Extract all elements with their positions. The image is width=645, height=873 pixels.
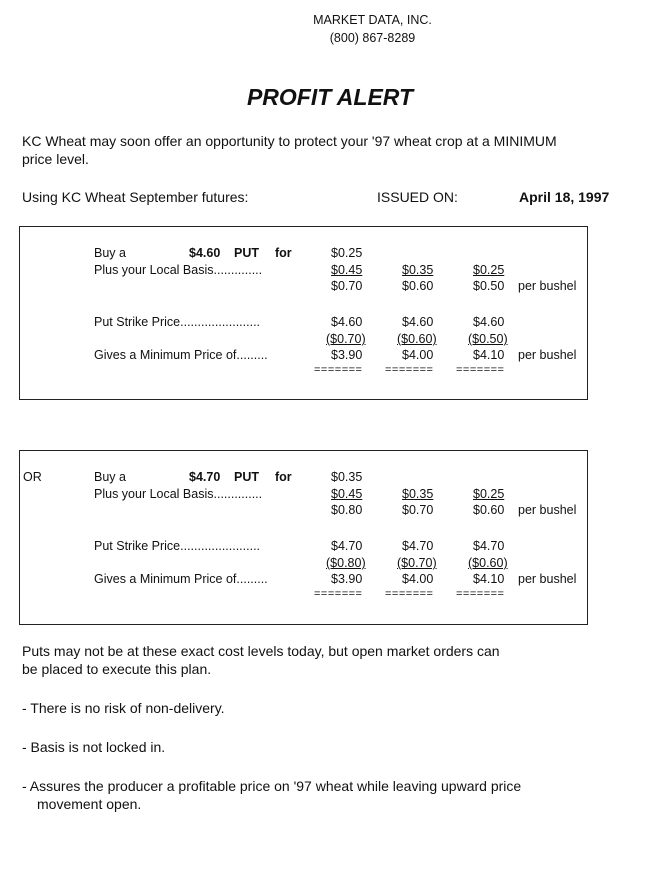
- put-strike-title: $4.60: [189, 246, 221, 260]
- buy-label: Buy a: [94, 470, 126, 484]
- strategy-box-1: [19, 226, 588, 400]
- intro-line-2: price level.: [22, 151, 89, 167]
- basis-value-2: $0.35: [402, 263, 434, 277]
- double-rule-2: =======: [385, 588, 434, 600]
- minus-value-3: ($0.50): [468, 332, 508, 346]
- strike-value-2: $4.70: [402, 539, 434, 553]
- sum-value-1: $0.80: [331, 503, 363, 517]
- min-value-2: $4.00: [402, 572, 434, 586]
- basis-label: Plus your Local Basis..............: [94, 487, 263, 501]
- company-name: MARKET DATA, INC.: [313, 13, 432, 27]
- sum-value-3: $0.60: [473, 503, 505, 517]
- bullet-no-risk: - There is no risk of non-delivery.: [22, 700, 225, 716]
- per-bushel-label: per bushel: [518, 279, 577, 293]
- double-rule-1: =======: [314, 588, 363, 600]
- buy-label: Buy a: [94, 246, 126, 260]
- minus-value-1: ($0.80): [326, 556, 366, 570]
- basis-label: Plus your Local Basis..............: [94, 263, 263, 277]
- futures-label: Using KC Wheat September futures:: [22, 189, 249, 205]
- sum-value-2: $0.60: [402, 279, 434, 293]
- company-phone: (800) 867-8289: [329, 31, 416, 45]
- sum-value-2: $0.70: [402, 503, 434, 517]
- premium-value: $0.35: [331, 470, 363, 484]
- intro-line-1: KC Wheat may soon offer an opportunity to protect your '97 wheat crop at a MINIMUM: [22, 133, 557, 149]
- minus-value-2: ($0.70): [397, 556, 437, 570]
- minus-value-2: ($0.60): [397, 332, 437, 346]
- strike-value-2: $4.60: [402, 315, 434, 329]
- put-label: PUT: [234, 470, 259, 484]
- min-price-label: Gives a Minimum Price of.........: [94, 348, 268, 362]
- or-label: OR: [23, 470, 42, 484]
- min-value-3: $4.10: [473, 348, 505, 362]
- minus-value-3: ($0.60): [468, 556, 508, 570]
- basis-value-1: $0.45: [331, 487, 363, 501]
- double-rule-1: =======: [314, 364, 363, 376]
- per-bushel-label: per bushel: [518, 503, 577, 517]
- put-strike-title: $4.70: [189, 470, 221, 484]
- strike-value-3: $4.70: [473, 539, 505, 553]
- min-value-2: $4.00: [402, 348, 434, 362]
- strategy-box-2: [19, 450, 588, 625]
- footer-paragraph-line-1: Puts may not be at these exact cost levels today, but open market orders can: [22, 643, 500, 659]
- page-title: PROFIT ALERT: [246, 84, 414, 110]
- strike-row-label: Put Strike Price.......................: [94, 315, 261, 329]
- min-value-1: $3.90: [331, 348, 363, 362]
- bullet-assures-line-1: - Assures the producer a profitable price on '97 wheat while leaving upward price: [22, 778, 522, 794]
- strike-value-1: $4.60: [331, 315, 363, 329]
- basis-value-1: $0.45: [331, 263, 363, 277]
- strike-value-1: $4.70: [331, 539, 363, 553]
- basis-value-3: $0.25: [473, 263, 505, 277]
- min-value-1: $3.90: [331, 572, 363, 586]
- min-price-label: Gives a Minimum Price of.........: [94, 572, 268, 586]
- per-bushel-label: per bushel: [518, 572, 577, 586]
- double-rule-3: =======: [456, 364, 505, 376]
- sum-value-3: $0.50: [473, 279, 505, 293]
- strike-value-3: $4.60: [473, 315, 505, 329]
- issued-label: ISSUED ON:: [377, 189, 458, 205]
- issued-date: April 18, 1997: [519, 189, 610, 205]
- for-label: for: [275, 246, 292, 260]
- bullet-assures-line-2: movement open.: [37, 796, 142, 812]
- for-label: for: [275, 470, 292, 484]
- footer-paragraph-line-2: be placed to execute this plan.: [22, 661, 212, 677]
- per-bushel-label: per bushel: [518, 348, 577, 362]
- strike-row-label: Put Strike Price.......................: [94, 539, 261, 553]
- double-rule-3: =======: [456, 588, 505, 600]
- basis-value-3: $0.25: [473, 487, 505, 501]
- minus-value-1: ($0.70): [326, 332, 366, 346]
- double-rule-2: =======: [385, 364, 434, 376]
- basis-value-2: $0.35: [402, 487, 434, 501]
- put-label: PUT: [234, 246, 259, 260]
- sum-value-1: $0.70: [331, 279, 363, 293]
- bullet-basis: - Basis is not locked in.: [22, 739, 166, 755]
- premium-value: $0.25: [331, 246, 363, 260]
- min-value-3: $4.10: [473, 572, 505, 586]
